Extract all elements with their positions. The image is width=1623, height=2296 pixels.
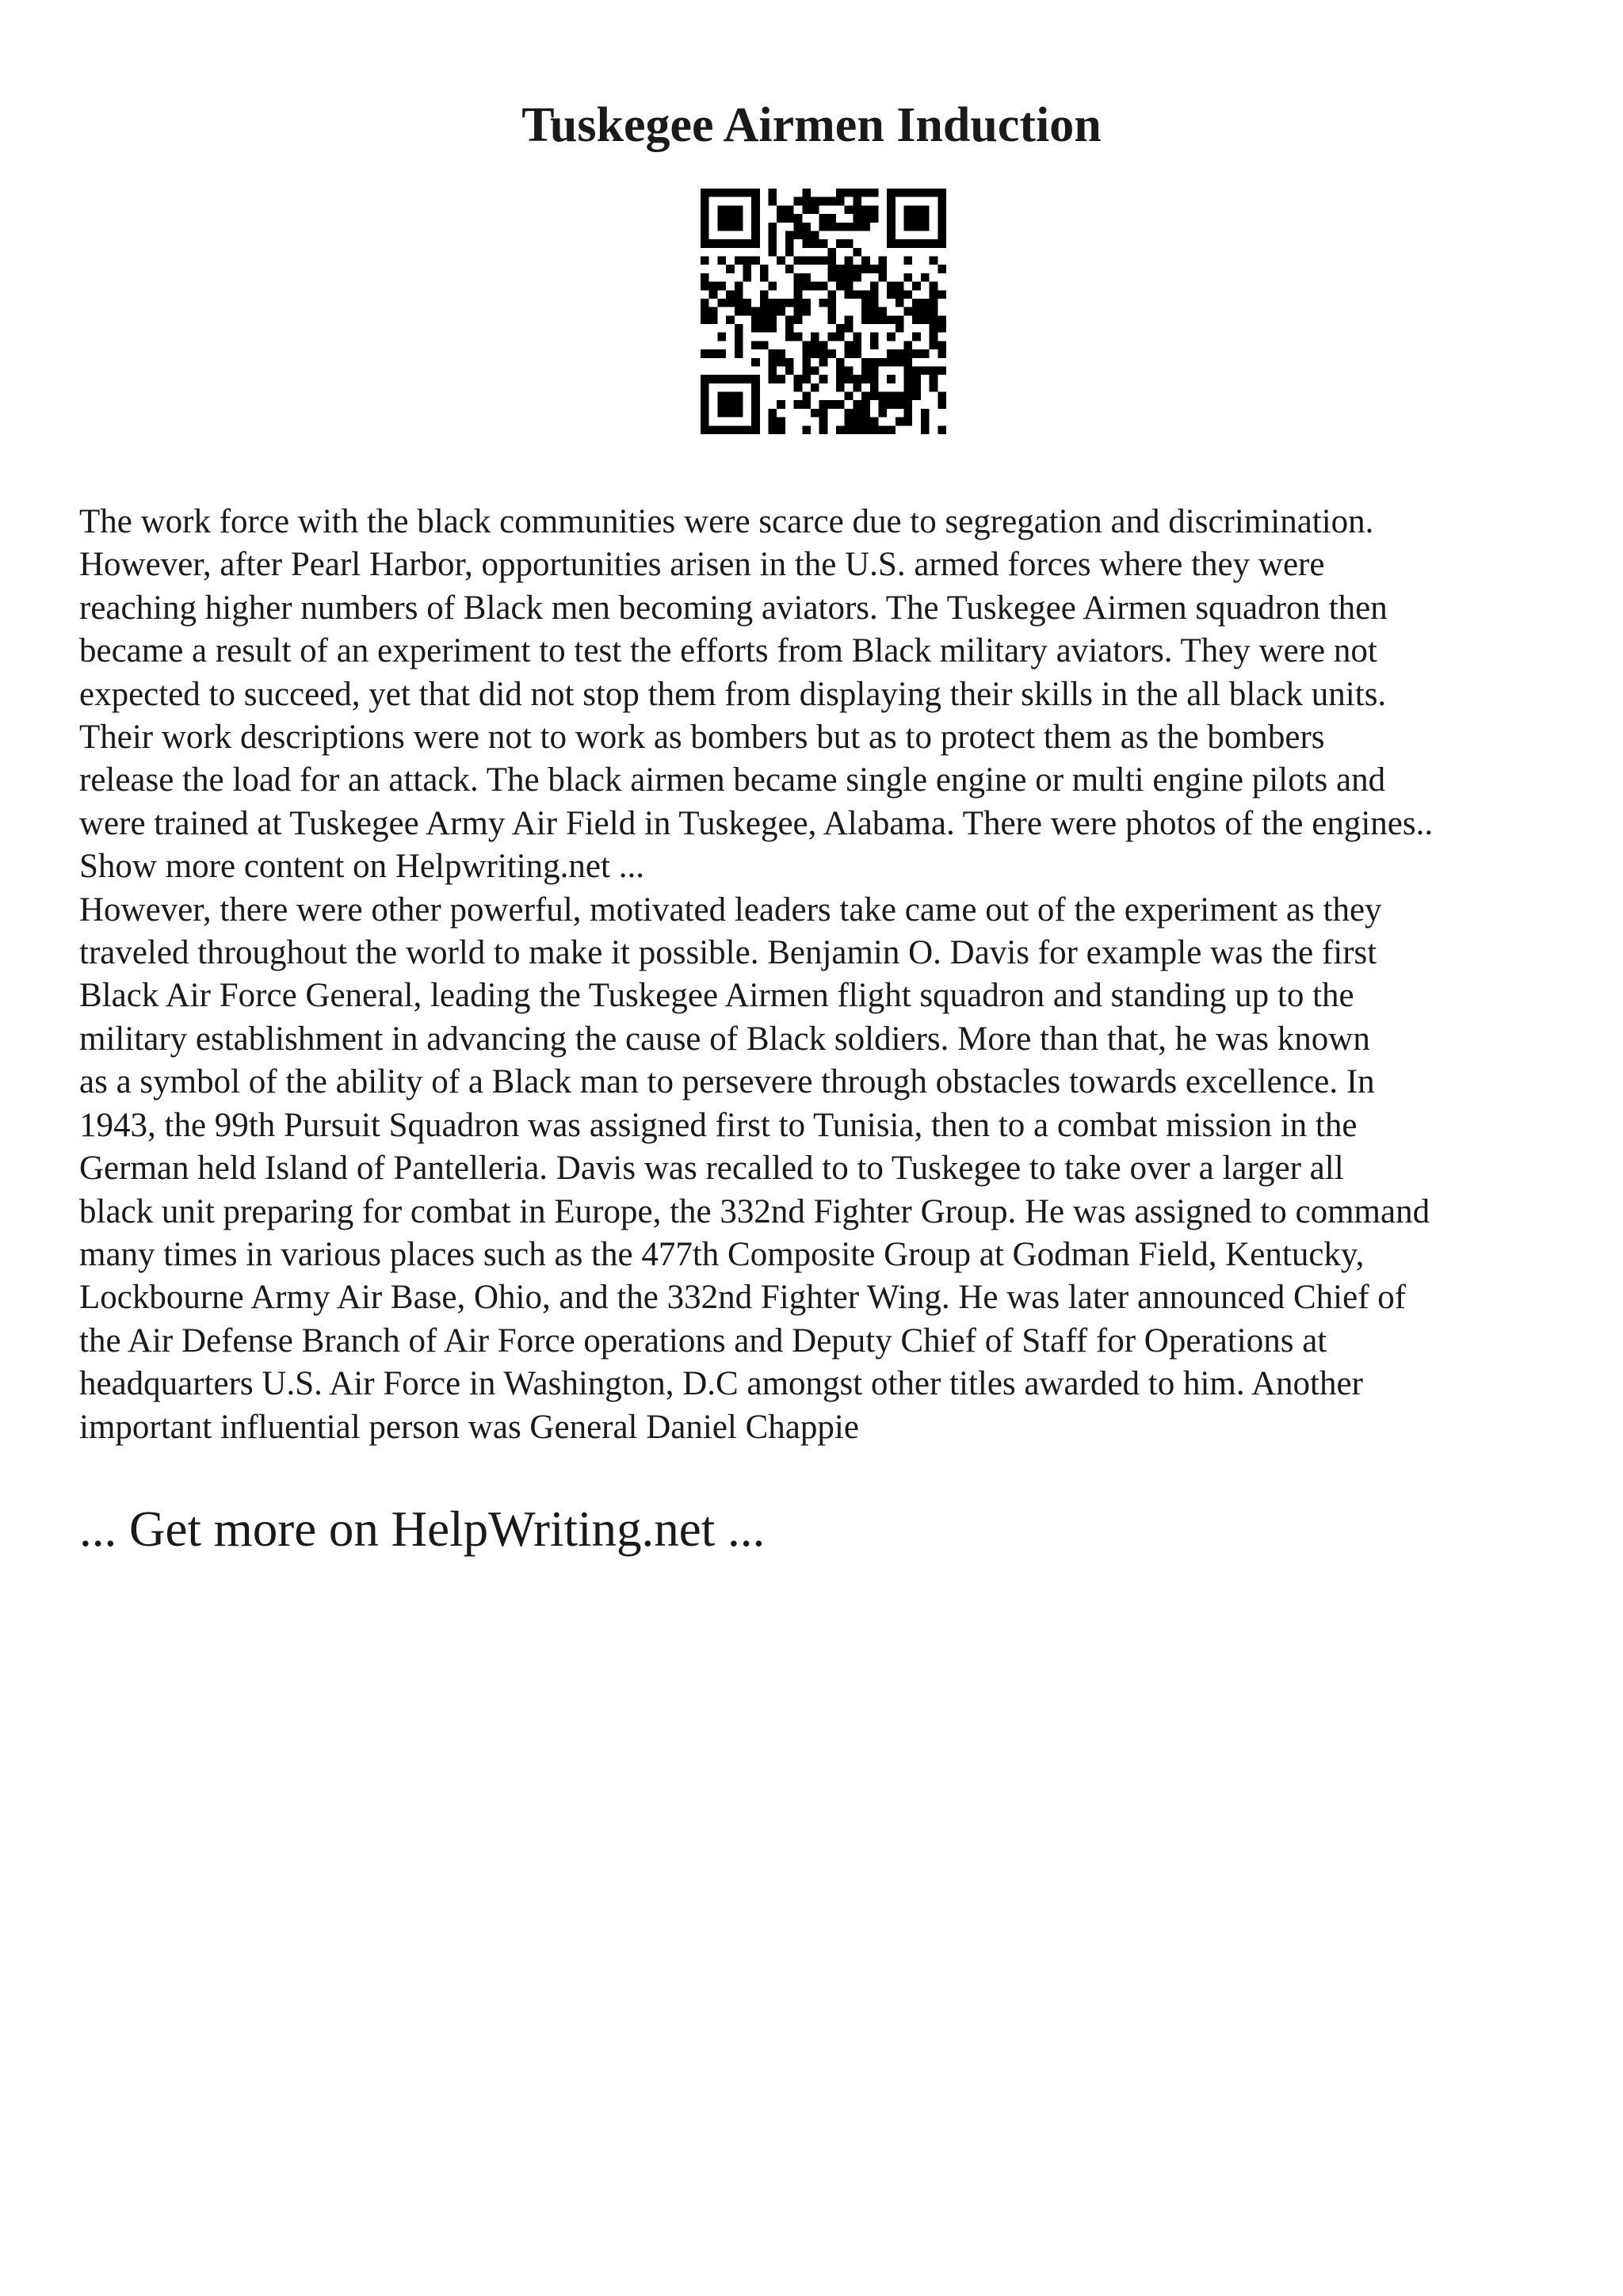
essay-body: The work force with the black communities were scarce due to segregation and discrimination. However, after Pearl Harbor, opportunities arisen in the U.S. armed forces where they were reaching higher numbers of Black men becoming aviators. The Tuskegee Airmen squadron then became a result of an experiment to test the efforts from Black military aviators. They were not expected to succeed, yet that did not stop them from displaying their skills in the all black units. Their work descriptions were not to work as bombers but as to protect them as the bombers release the load for an attack. The black airmen became single engine or multi engine pilots and were trained at Tuskegee Army Air Field in Tuskegee, Alabama. There were photos of the engines.. Show more content on Helpwriting.net ... However, there were other powerful, motivated leaders take came out of the experiment as they traveled throughout the world to make it possible. Benjamin O. Davis for example was the first Black Air Force General, leading the Tuskegee Airmen flight squadron and standing up to the military establishment in advancing the cause of Black soldiers. More than that, he was known as a symbol of the ability of a Black man to persevere through obstacles towards excellence. In 1943, the 99th Pursuit Squadron was assigned first to Tunisia, then to a combat mission in the German held Island of Pantelleria. Davis was recalled to to Tuskegee to take over a larger all black unit preparing for combat in Europe, the 332nd Fighter Group. He was assigned to command many times in various places such as the 477th Composite Group at Godman Field, Kentucky, Lockbourne Army Air Base, Ohio, and the 332nd Fighter Wing. He was later announced Chief of the Air Defense Branch of Air Force operations and Deputy Chief of Staff for Operations at headquarters U.S. Air Force in Washington, D.C amongst other titles awarded to him. Another important influential person was General Daniel Chappie — [79, 503, 1434, 1446]
qr-code-icon[interactable] — [701, 189, 946, 434]
document-title: Tuskegee Airmen Induction — [521, 98, 1102, 152]
get-more-link[interactable]: ... Get more on HelpWriting.net ... — [79, 1501, 766, 1557]
